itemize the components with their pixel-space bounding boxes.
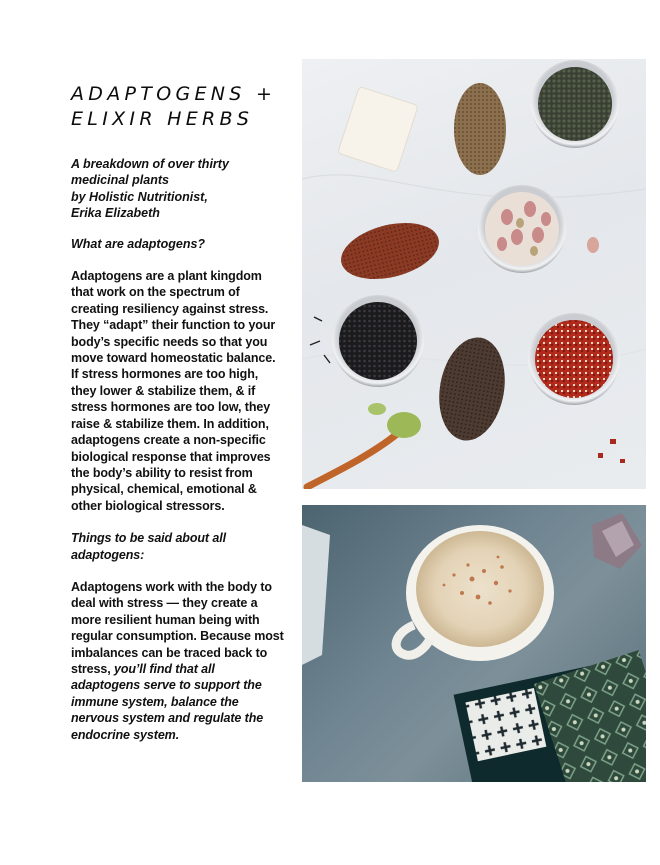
body-line: that work on the spectrum of [71,285,240,300]
body-line: move toward homeostatic balance. [71,351,276,366]
subtitle-line: Erika Elizabeth [71,206,160,221]
body-line: Adaptogens work with the body to [71,579,272,594]
things-line: Things to be said about all [71,531,226,546]
body-line: adaptogens serve to support the [71,678,262,693]
black-tea-tin [339,302,417,380]
green-tea-tin [538,67,612,141]
body-line: biological response that improves [71,449,271,464]
body-line: raise & stabilize them. In addition, [71,416,269,431]
things-line: adaptogens: [71,547,145,562]
body-line: deal with stress — they create a [71,596,258,611]
paper-sheet [302,525,330,665]
rooibos-pile [335,214,445,289]
section-question: What are adaptogens? [71,236,206,251]
body-line: nervous system and regulate the [71,711,264,726]
body-line: If stress hormones are too high, [71,367,259,382]
body-line: They “adapt” their function to your [71,318,276,333]
tea-bag [338,86,419,172]
subtitle-byline [71,156,291,222]
herbs-illustration [302,59,646,489]
rosebud-tin [485,192,559,266]
body-line: stress hormones are too low, they [71,400,271,415]
things-heading [71,530,291,563]
title-line-1: ADAPTOGENS + [71,83,277,105]
dark-herb-pile [431,332,512,446]
body-line: immune system, balance the [71,694,239,709]
body-line: the body’s ability to resist from [71,465,253,480]
body-line: regular consumption. Because most [71,629,284,644]
body-line [71,661,291,677]
latte-illustration [302,505,646,782]
body-line: other biological stressors. [71,498,225,513]
herb-pile [454,83,506,175]
matcha-powder [387,412,421,438]
body-line: Adaptogens are a plant kingdom [71,269,262,284]
body-line: body’s specific needs so that you [71,334,268,349]
body-paragraph-1 [71,268,291,514]
body-line: endocrine system. [71,727,180,742]
page-title [71,82,291,132]
body-line: physical, chemical, emotional & [71,482,257,497]
hibiscus-tin [535,320,613,398]
subtitle-line: by Holistic Nutritionist, [71,189,208,204]
text-column [71,82,291,743]
title-line-2: ELIXIR HERBS [71,108,254,130]
latte-photo [302,505,646,782]
subtitle-line: A breakdown of over thirty [71,157,229,171]
latte-foam [416,531,544,647]
body-text-italic: you’ll find that all [113,661,215,676]
body-line: adaptogens create a non-specific [71,433,266,448]
body-line: they lower & stabilize them, & if [71,383,256,398]
wooden-spoon [307,434,397,487]
body-paragraph-2 [71,579,291,743]
subtitle-line: medicinal plants [71,173,169,188]
body-line: imbalances can be traced back to [71,645,268,660]
body-line: more resilient human being with [71,612,260,627]
body-text-plain: stress, [71,661,114,676]
body-line: creating resiliency against stress. [71,301,269,316]
herbs-photo [302,59,646,489]
